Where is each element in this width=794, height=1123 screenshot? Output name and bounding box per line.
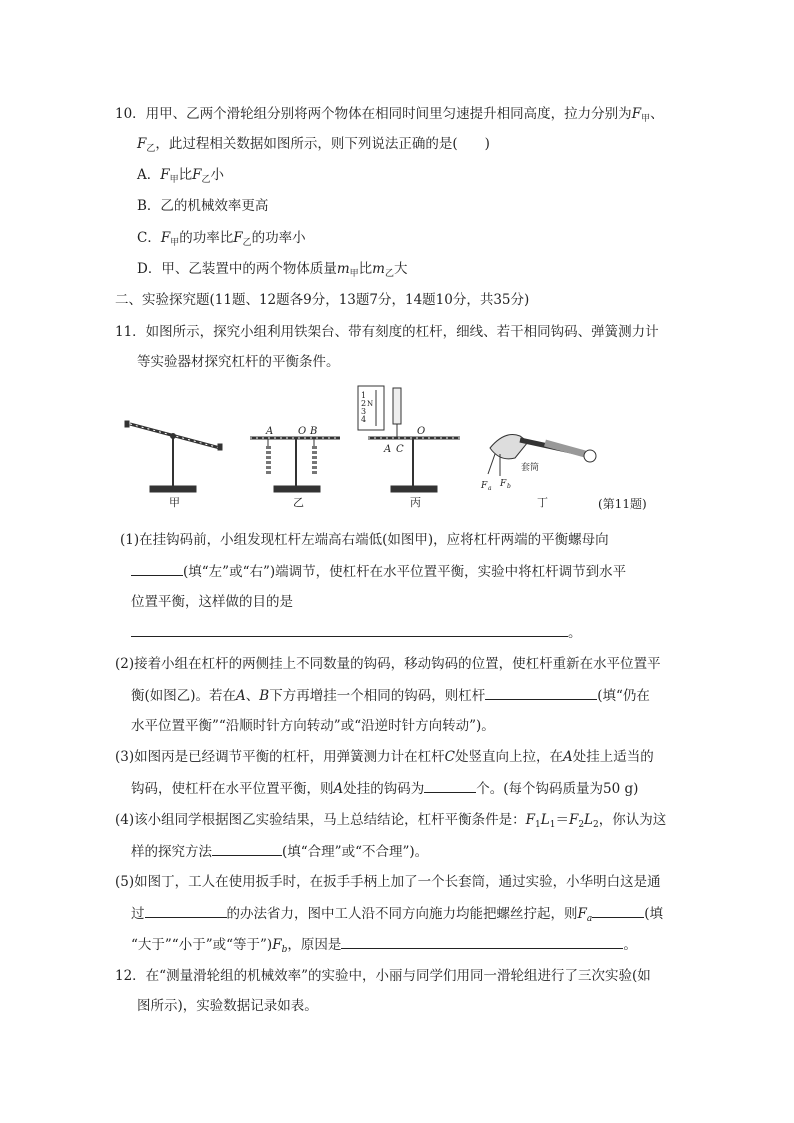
subscript: 乙 [242,238,252,248]
q11-part-text: 样的探究方法 [131,844,212,860]
q11-stem-text: 等实验器材探究杠杆的平衡条件。 [137,354,340,370]
scale-unit: N [367,400,374,408]
q11-part-text: 水平位置平衡”“沿顺时针方向转动”或“沿逆时针方向转动”)。 [131,718,495,734]
option-text: 的功率小 [251,230,306,246]
point-c-label: C [396,444,404,455]
q11-stem-text: 11．如图所示，探究小组利用铁架台、带有刻度的杠杆，细线、若干相同钩码、弹簧测力计 [115,324,659,340]
option-text: B．乙的机械效率更高 [137,198,269,214]
q11-p1-line4 [131,622,582,643]
option-letter: A． [137,167,161,183]
q11-part-text: 衡(如图乙)。若在 [131,688,237,704]
q12-stem-line1 [115,966,651,986]
force-fb-sub: b [507,483,511,490]
sleeve-label: 套筒 [521,463,540,473]
punctuation: 。 [623,937,637,953]
q11-part-text: 下方再增挂一个相同的钩码，则杠杆 [269,688,486,704]
force-fa-sub: a [488,485,492,492]
q10-option-b [137,196,268,216]
q11-p5-line2 [131,903,663,924]
q11-p2-line1 [115,654,661,674]
q11-part-text: 处挂上适当的 [572,749,654,765]
point-symbol: A [333,781,344,797]
answer-blank[interactable] [131,622,568,637]
q11-p2-line2 [131,685,650,706]
point-a-label: A [384,444,392,455]
q11-part-text: ，原因是 [287,937,342,953]
equals-sign: ＝ [555,812,569,828]
mass-symbol: m [336,261,350,277]
subscript: 乙 [146,144,156,154]
subscript: 甲 [641,114,651,124]
q10-stem-text: ，此过程相关数据如图所示，则下列说法正确的是( ) [155,136,490,152]
force-symbol: F [272,937,282,953]
figure-jia-lever [125,421,222,492]
q10-stem-line2 [137,134,490,154]
q10-option-d [137,259,407,279]
q11-part-text: (5)如图丁，工人在使用扳手时，在扳手手柄上加了一个长套筒，通过实验，小华明白这是通 [115,874,661,890]
q11-p3-line2 [131,778,638,799]
option-letter: C． [137,230,161,246]
q11-stem-line1 [115,322,659,342]
point-a-label: A [266,426,274,437]
q11-part-text: 的办法省力，图中工人沿不同方向施力均能把螺丝拧起，则 [226,906,578,922]
answer-blank[interactable] [212,841,282,856]
figure-yi-lever [250,438,340,492]
scale-tick: 1 [361,391,367,400]
answer-blank[interactable] [145,903,227,918]
q11-part-text: 过 [131,906,145,922]
point-symbol: A [236,688,246,704]
force-symbol: F [160,230,171,246]
subscript: 2 [578,820,585,830]
q11-part-text: (填“左”或“右”)端调节，使杠杆在水平位置平衡，实验中将杠杆调节到水平 [183,564,627,580]
subscript: 甲 [169,175,179,185]
subscript: 甲 [349,269,359,279]
q11-part-text: “大于”“小于”或“等于”) [131,937,273,953]
q11-part-text: 钩码，使杠杆在水平位置平衡，则 [131,781,334,797]
scale-tick: 3 [361,407,367,416]
q12-stem-text: 12．在“测量滑轮组的机械效率”的实验中，小丽与同学们用同一滑轮组进行了三次实验(如 [115,968,651,984]
q11-part-text: (填 [644,906,664,922]
scale-tick: 2 [361,399,367,408]
answer-blank[interactable] [341,934,623,949]
scale-tick: 4 [361,415,367,424]
subscript: 乙 [384,269,394,279]
force-symbol: F [568,812,579,828]
q11-p1-line1 [120,530,609,550]
q11-part-text: (1)在挂钩码前，小组发现杠杆左端高右端低(如图甲)，应将杠杆两端的平衡螺母向 [120,532,609,548]
subscript: 1 [549,820,556,830]
force-symbol: F [631,106,642,122]
q11-part-text: 处竖直向上拉，在 [454,749,563,765]
option-text: 大 [393,261,408,277]
punctuation: 。 [568,625,582,641]
q11-part-text: ，你认为这 [598,812,667,828]
point-o-label: O [298,426,307,437]
force-fa-label: F [481,481,488,491]
subscript: 1 [535,820,541,830]
q10-stem-line1 [115,104,664,124]
answer-blank[interactable] [485,685,597,700]
q10-option-c [137,228,306,248]
q11-part-text: (填“仍在 [597,688,650,704]
subscript: b [281,945,288,955]
q11-p5-line3 [131,934,637,955]
figure-bing-lever [358,386,460,492]
q11-p3-line1 [115,747,654,767]
length-symbol: L [540,812,550,828]
q11-part-text: (4)该小组同学根据图乙实验结果，马上总结结论，杠杆平衡条件是： [115,812,526,828]
force-symbol: F [160,167,170,183]
q10-option-a [137,165,224,185]
q11-p4-line1 [115,810,666,830]
q11-p5-line1 [115,872,661,892]
figure-caption: (第11题) [598,497,647,511]
mass-symbol: m [372,261,385,277]
point-symbol: A [562,749,573,765]
q11-part-text: 位置平衡，这样做的目的是 [131,594,293,610]
q11-part-text: 个。(每个钩码质量为50 g) [476,781,639,797]
q11-p2-line3 [131,716,495,736]
section-title: 二、实验探究题(11题、12题各9分，13题7分，14题10分，共35分) [115,292,530,308]
point-symbol: B [259,688,270,704]
point-b-label: B [310,426,318,437]
q11-p1-line3 [131,592,293,612]
fig-label-bing: 丙 [410,496,421,509]
option-text: D．甲、乙装置中的两个物体质量 [137,261,337,277]
force-fb-label: F [500,479,507,489]
fig-label-ding: 丁 [537,496,548,509]
q11-part-text: (3)如图丙是已经调节平衡的杠杆，用弹簧测力计在杠杆 [115,749,445,765]
option-text: 小 [210,167,225,183]
q11-figure [0,378,794,518]
subscript: 2 [593,820,599,830]
punctuation: 、 [245,688,260,704]
subscript: 甲 [170,238,180,248]
answer-blank[interactable] [592,903,644,918]
option-text: 的功率比 [179,230,234,246]
force-symbol: F [137,136,147,152]
fig-label-yi: 乙 [293,496,304,509]
point-symbol: C [444,749,455,765]
force-symbol: F [192,167,202,183]
q10-stem-text: 10．用甲、乙两个滑轮组分别将两个物体在相同时间里匀速提升相同高度，拉力分别为 [115,106,632,122]
q11-part-text: 处挂的钩码为 [343,781,425,797]
q11-p4-line2 [131,841,428,862]
fig-label-jia: 甲 [169,496,180,509]
answer-blank[interactable] [131,561,183,576]
option-text: 比 [358,261,373,277]
force-symbol: F [233,230,243,246]
punctuation: 、 [650,106,664,122]
q11-p1-line2 [131,561,626,582]
figure-ding-wrench [488,435,596,477]
q12-stem-line2 [137,996,318,1016]
point-o-label: O [417,426,426,437]
subscript: a [586,914,593,924]
option-text: 比 [178,167,193,183]
q11-stem-line2 [137,352,340,372]
force-symbol: F [577,906,587,922]
answer-blank[interactable] [424,778,476,793]
q12-stem-text: 图所示)，实验数据记录如表。 [137,998,318,1014]
section-heading [115,290,529,310]
force-symbol: F [525,812,535,828]
length-symbol: L [584,812,594,828]
q11-part-text: (2)接着小组在杠杆的两侧挂上不同数量的钩码，移动钩码的位置，使杠杆重新在水平位置平 [115,656,661,672]
subscript: 乙 [201,175,211,185]
q11-part-text: (填“合理”或“不合理”)。 [282,844,429,860]
